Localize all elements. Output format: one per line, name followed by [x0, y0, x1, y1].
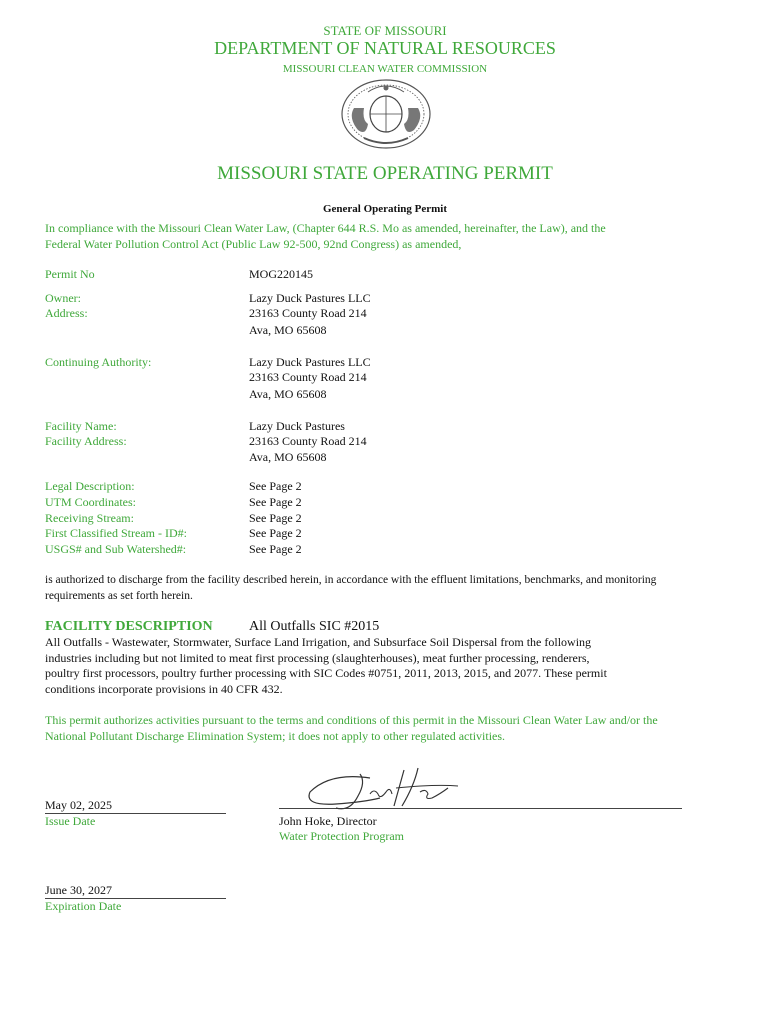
owner-street: 23163 County Road 214 [249, 306, 367, 320]
facility-description-line-2: industries including but not limited to meat first processing (slaughterhouses), meat further processing, renderers, [45, 651, 590, 665]
permit-number-value: MOG220145 [249, 267, 314, 281]
facility-name: Lazy Duck Pastures [249, 419, 345, 433]
continuing-authority-name: Lazy Duck Pastures LLC [249, 355, 371, 369]
facility-city: Ava, MO 65608 [249, 450, 327, 464]
detail-value: See Page 2 [249, 542, 302, 556]
continuing-authority-street: 23163 County Road 214 [249, 370, 367, 384]
detail-value: See Page 2 [249, 495, 302, 509]
detail-label: Receiving Stream: [45, 511, 134, 525]
issue-date-label: Issue Date [45, 814, 96, 828]
authorized-line-1: is authorized to discharge from the facility described herein, in accordance with the effluent limitations, benchmarks, and monitoring [45, 574, 657, 586]
authorization-note-line-2: National Pollutant Discharge Elimination System; it does not apply to other regulated activities. [45, 729, 506, 743]
permit-number-label: Permit No [45, 267, 95, 281]
detail-value: See Page 2 [249, 479, 302, 493]
compliance-line-2: Federal Water Pollution Control Act (Public Law 92-500, 92nd Congress) as amended, [45, 237, 462, 251]
detail-label: First Classified Stream - ID#: [45, 526, 187, 540]
facility-description-line-1: All Outfalls - Wastewater, Stormwater, Surface Land Irrigation, and Subsurface Soil Dispersal from the following [45, 635, 592, 649]
facility-street: 23163 County Road 214 [249, 434, 367, 448]
detail-value: See Page 2 [249, 511, 302, 525]
header-commission: MISSOURI CLEAN WATER COMMISSION [282, 63, 488, 75]
owner-city: Ava, MO 65608 [249, 323, 327, 337]
owner-address-label: Address: [45, 306, 88, 320]
issue-date: May 02, 2025 [45, 798, 226, 814]
signatory-name: John Hoke, Director [279, 814, 377, 828]
page-title: MISSOURI STATE OPERATING PERMIT [217, 163, 553, 184]
facility-name-label: Facility Name: [45, 419, 117, 433]
facility-description-line-3: poultry first processors, poultry further processing with SIC Codes #0751, 2011, 2013, 2015, and 2077. These permit [45, 666, 607, 680]
detail-value: See Page 2 [249, 526, 302, 540]
missouri-state-seal-icon [340, 78, 432, 150]
detail-label: USGS# and Sub Watershed#: [45, 542, 187, 556]
expiration-date-label: Expiration Date [45, 899, 122, 913]
authorized-line-2: requirements as set forth herein. [45, 590, 193, 602]
detail-label: UTM Coordinates: [45, 495, 136, 509]
facility-description-heading: FACILITY DESCRIPTION [45, 619, 213, 634]
continuing-authority-city: Ava, MO 65608 [249, 387, 327, 401]
authorization-note-line-1: This permit authorizes activities pursuant to the terms and conditions of this permit in the Missouri Clean Water Law and/or the [45, 713, 658, 727]
page-subtitle: General Operating Permit [322, 203, 448, 215]
continuing-authority-label: Continuing Authority: [45, 355, 152, 369]
signatory-title: Water Protection Program [279, 829, 404, 843]
compliance-line-1: In compliance with the Missouri Clean Water Law, (Chapter 644 R.S. Mo as amended, hereinafter, the Law), and the [45, 221, 606, 235]
expiration-date: June 30, 2027 [45, 883, 226, 899]
header-state: STATE OF MISSOURI [323, 23, 447, 38]
owner-label: Owner: [45, 291, 81, 305]
facility-description-line-4: conditions incorporate provisions in 40 CFR 432. [45, 682, 283, 696]
signature-image [300, 764, 460, 820]
header-department: DEPARTMENT OF NATURAL RESOURCES [214, 38, 556, 58]
facility-address-label: Facility Address: [45, 434, 127, 448]
detail-label: Legal Description: [45, 479, 135, 493]
facility-description-sic: All Outfalls SIC #2015 [249, 619, 380, 634]
owner-name: Lazy Duck Pastures LLC [249, 291, 371, 305]
